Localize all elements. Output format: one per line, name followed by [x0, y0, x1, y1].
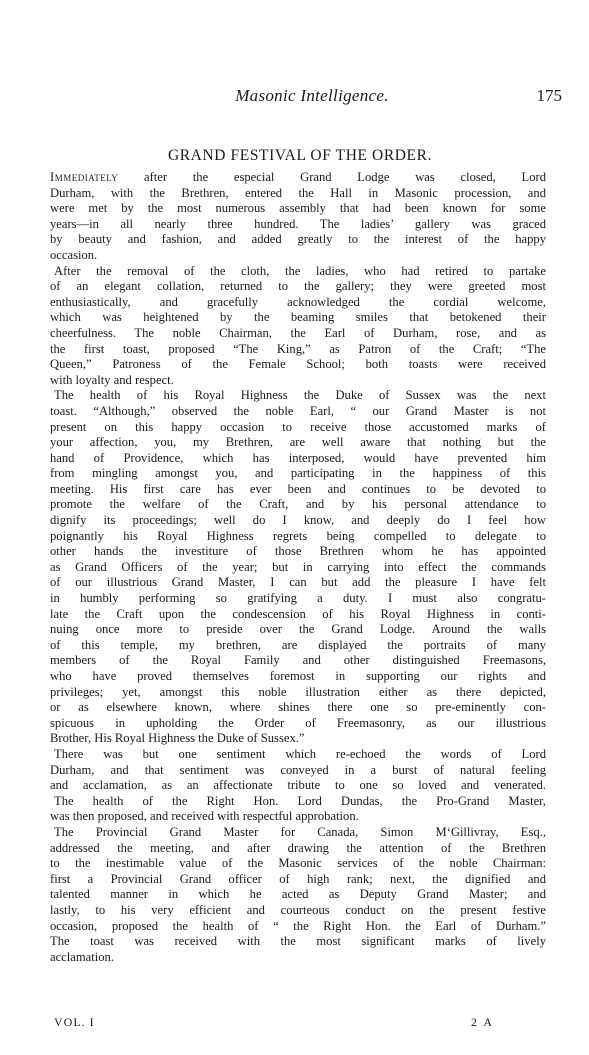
line-text: and acclamation, as an affectionate tribute to one so loved and venerated.: [50, 778, 546, 793]
text-line: [50, 763, 546, 779]
text-line: [50, 653, 546, 669]
text-line: [50, 575, 546, 591]
text-line: [50, 435, 546, 451]
text-line: [50, 841, 546, 857]
text-line: [50, 934, 546, 950]
line-text: poignantly his Royal Highness regrets being compelled to delegate to: [50, 528, 546, 543]
text-line: [50, 872, 546, 888]
volume-marker: VOL. I: [54, 1015, 95, 1029]
line-text: with loyalty and respect.: [50, 372, 174, 387]
text-line: [50, 295, 546, 311]
text-line: [50, 497, 546, 513]
running-head: [62, 86, 562, 108]
text-line: [50, 856, 546, 872]
line-text: first a Provincial Grand officer of high rank; next, the dignified and: [50, 871, 546, 886]
text-line: [50, 747, 546, 763]
line-text: late the Craft upon the condescension of his Royal Highness in conti-: [50, 606, 546, 621]
line-text: The toast was received with the most significant marks of lively: [50, 934, 546, 949]
line-text: from mingling amongst you, and participating in the happiness of this: [50, 466, 546, 481]
text-line: [50, 186, 546, 202]
article-heading: GRAND FESTIVAL OF THE ORDER.: [167, 147, 433, 164]
line-text: present on this happy occasion to receive those accustomed marks of: [50, 419, 546, 434]
line-text: nuing once more to preside over the Grand Lodge. Around the walls: [50, 622, 546, 637]
line-text: of our illustrious Grand Master, I can but add the pleasure I have felt: [50, 575, 546, 590]
text-line: [50, 638, 546, 654]
line-text: meeting. His first care has ever been and continues to be devoted to: [50, 481, 546, 496]
line-text: occasion.: [50, 247, 98, 262]
line-text: Durham, with the Brethren, entered the Hall in Masonic procession, and: [50, 185, 546, 200]
text-line: [50, 887, 546, 903]
line-text: The health of the Right Hon. Lord Dundas, the Pro-Grand Master,: [54, 793, 546, 808]
text-line: [50, 232, 546, 248]
text-line: [50, 700, 546, 716]
line-text: as Grand Officers of the year; but in carrying into effect the commands: [50, 559, 546, 574]
line-text: your affection, you, my Brethren, are well aware that nothing but the: [50, 435, 546, 450]
line-text: Durham, and that sentiment was conveyed in a burst of natural feeling: [50, 762, 546, 777]
text-line: [50, 342, 546, 358]
text-line: [50, 825, 546, 841]
text-line: [50, 685, 546, 701]
text-line: [50, 560, 546, 576]
article-body: [50, 170, 546, 965]
line-text: by beauty and fashion, and added greatly to the interest of the happy: [50, 232, 546, 247]
line-text: who have proved themselves foremost in supporting our rights and: [50, 669, 546, 683]
text-line: [50, 217, 546, 233]
line-text: enthusiastically, and gracefully acknowledged the cordial welcome,: [50, 294, 546, 309]
signature-mark: 2 A: [470, 1015, 494, 1029]
line-text: the first toast, proposed “The King,” as Patron of the Craft; “The: [50, 341, 546, 356]
text-line: [50, 607, 546, 623]
text-line: [50, 591, 546, 607]
line-text: in humbly performing so gratifying a duty. I must also congratu-: [50, 591, 546, 606]
line-text: The Provincial Grand Master for Canada, Simon M‘Gillivray, Esq.,: [54, 824, 546, 839]
text-line: [50, 404, 546, 420]
text-line: [50, 420, 546, 436]
text-line: [50, 264, 546, 280]
text-line: [50, 794, 546, 810]
text-line: [50, 466, 546, 482]
line-text: members of the Royal Family and other distinguished Freemasons,: [50, 653, 546, 668]
text-line: [50, 451, 546, 467]
text-line: [50, 950, 546, 966]
text-line: [50, 731, 546, 747]
line-text: There was but one sentiment which re-echoed the words of Lord: [54, 746, 546, 761]
text-line: [50, 248, 546, 264]
line-text: occasion, proposed the health of “ the Right Hon. the Earl of Durham.”: [50, 918, 546, 933]
text-line: [50, 513, 546, 529]
line-text: toast. “Although,” observed the noble Earl, “ our Grand Master is not: [50, 403, 546, 418]
line-text: The health of his Royal Highness the Duke of Sussex was the next: [54, 388, 546, 403]
text-line: [50, 919, 546, 935]
text-line: [50, 373, 546, 389]
text-line: [50, 482, 546, 498]
line-text: dignify its proceedings; well do I know, and deeply do I feel how: [50, 513, 546, 528]
text-line: [50, 310, 546, 326]
line-text: or as elsewhere known, where shines there one so pre-eminently con-: [50, 700, 546, 715]
line-text: Brother, His Royal Highness the Duke of Sussex.”: [50, 731, 305, 746]
line-text: of an elegant collation, returned to the gallery; they were greeted most: [50, 279, 546, 294]
text-line: [50, 357, 546, 373]
text-line: [50, 622, 546, 638]
text-line: [50, 903, 546, 919]
drop-lead-word: Immediately: [50, 170, 119, 184]
text-line: [50, 544, 546, 560]
line-text: Queen,” Patroness of the Female School; both toasts were received: [50, 357, 546, 372]
text-line: [50, 201, 546, 217]
line-text: privileges; yet, amongst this noble illustration either as there depicted,: [50, 684, 546, 699]
line-text: to the inestimable value of the Masonic services of the noble Chairman:: [50, 856, 546, 871]
text-line: [50, 716, 546, 732]
running-title: Masonic Intelligence.: [235, 86, 389, 105]
line-text: of this temple, my brethren, are displayed the portraits of many: [50, 637, 546, 652]
line-text: After the removal of the cloth, the ladies, who had retired to partake: [54, 263, 546, 278]
line-text: which was heightened by the beaming smiles that betokened their: [50, 310, 546, 325]
line-text: after the especial Grand Lodge was closed, Lord: [118, 170, 546, 184]
line-text: lastly, to his very efficient and courteous conduct on the present festive: [50, 902, 546, 917]
line-text: hand of Providence, which has interposed, would have prevented him: [50, 450, 546, 465]
line-text: cheerfulness. The noble Chairman, the Earl of Durham, rose, and as: [50, 325, 546, 340]
text-line: [50, 529, 546, 545]
text-line: [50, 326, 546, 342]
line-text: was then proposed, and received with respectful approbation.: [50, 809, 359, 824]
text-line: [50, 669, 546, 685]
line-text: spicuous in upholding the Order of Freemasonry, as our illustrious: [50, 715, 546, 730]
page-footer: [54, 1015, 494, 1031]
page-number: 175: [536, 86, 562, 105]
line-text: talented manner in which he acted as Deputy Grand Master; and: [50, 887, 546, 902]
text-line: [50, 388, 546, 404]
line-text: other hands the investiture of those Brethren whom he has appointed: [50, 544, 546, 559]
line-text: acclamation.: [50, 949, 114, 964]
line-text: were met by the most numerous assembly that had been known for some: [50, 201, 546, 216]
line-text: promote the welfare of the Craft, and by his personal attendance to: [50, 497, 546, 512]
text-line: [50, 170, 546, 186]
text-line: [50, 809, 546, 825]
text-line: [50, 279, 546, 295]
text-line: [50, 778, 546, 794]
line-text: years—in all nearly three hundred. The ladies’ gallery was graced: [50, 216, 546, 231]
line-text: addressed the meeting, and after drawing the attention of the Brethren: [50, 840, 546, 855]
